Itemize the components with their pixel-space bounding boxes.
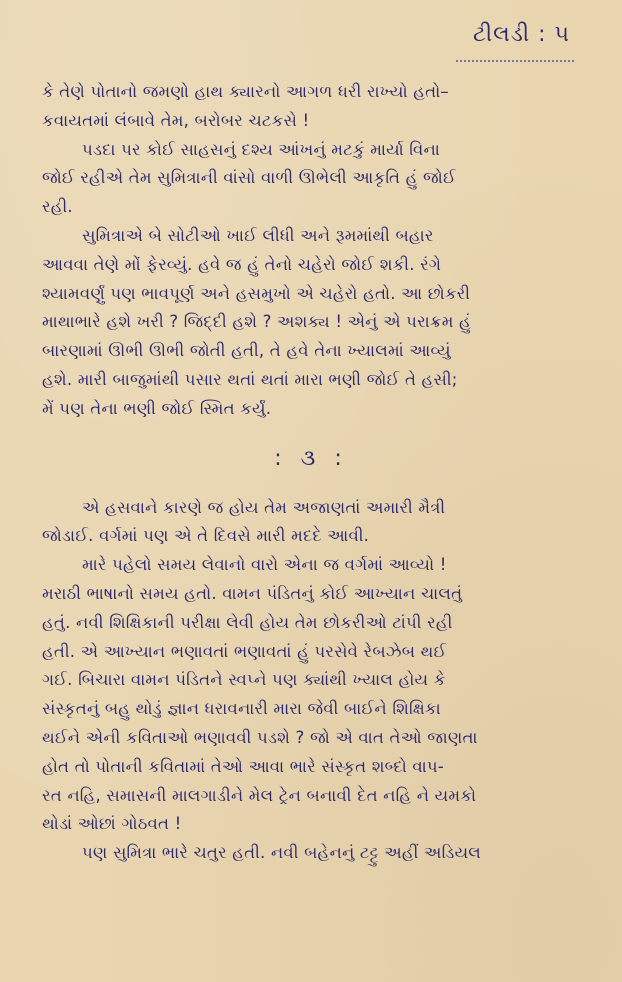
text-line: રહી.	[42, 197, 73, 217]
text-line: સુમિત્રાએ બે સોટીઓ ખાઈ લીધી અને રૂમમાંથી બહાર	[82, 225, 434, 245]
running-head-title: ટીલડી : ૫	[473, 22, 570, 47]
text-line: પડદા પર કોઈ સાહસનું દશ્ય આંખનું મટકું માર્યા વિના	[82, 139, 441, 159]
text-line: બારણામાં ઊભી ઊભી જોતી હતી, તે હવે તેના ખ્યાલમાં આવ્યું	[42, 341, 451, 361]
text-line: હશે. મારી બાજુમાંથી પસાર થતાં થતાં મારા ભણી જોઈ તે હસી;	[42, 369, 458, 389]
text-line: આવવા તેણે મોં ફેરવ્યું. હવે જ હું તેનો ચહેરો જોઈ શકી. રંગે	[42, 254, 442, 274]
text-line: એ હસવાને કારણે જ હોય તેમ અજાણતાં અમારી મૈત્રી	[82, 497, 446, 517]
text-line: કે તેણે પોતાનો જમણો હાથ ક્યારનો આગળ ધરી રાખ્યો હતો–	[42, 82, 449, 101]
text-line: પણ સુમિત્રા ભારે ચતુર હતી. નવી બહેનનું ટટ્ટુ અહીં અડિયલ	[82, 843, 481, 863]
text-line: ગઈ. બિચારા વામન પંડિતને સ્વપ્ને પણ ક્યાંથી ખ્યાલ હોય કે	[42, 670, 446, 690]
text-line: માથાભારે હશે ખરી ? જિદ્દી હશે ? અશક્ય ! એનું એ પરાક્રમ હું	[42, 312, 471, 332]
text-line: મારે પહેલો સમય લેવાનો વારો એના જ વર્ગમાં આવ્યો !	[82, 555, 447, 575]
text-line: જોડાઈ. વર્ગમાં પણ એ તે દિવસે મારી મદદે આવી.	[42, 526, 370, 546]
text-line: મેં પણ તેના ભણી જોઈ સ્મિત કર્યું.	[42, 398, 272, 418]
section-number: : ૩ :	[274, 445, 348, 471]
header-dotted-rule	[456, 60, 574, 66]
text-line: હતી. એ આખ્યાન ભણાવતાં ભણાવતાં હું પરસેવે રેબઝેબ થઈ	[42, 641, 447, 661]
text-line: હતું. નવી શિક્ષિકાની પરીક્ષા લેવી હોય તેમ છોકરીઓ ટાંપી રહી	[42, 612, 453, 632]
text-line: સંસ્કૃતનું બહુ થોડું જ્ઞાન ધરાવનારી મારા જેવી બાઈને શિક્ષિકા	[42, 699, 441, 719]
text-line: થઈને એની કવિતાઓ ભણાવવી પડશે ? જો એ વાત તેઓ જાણતા	[42, 727, 478, 747]
text-line: મરાઠી ભાષાનો સમય હતો. વામન પંડિતનું કોઈ આખ્યાન ચાલતું	[42, 583, 463, 603]
text-line: કવાયતમાં લંબાવે તેમ, બરોબર ચટકસે !	[42, 110, 310, 130]
text-line: રત નહિ, સમાસની માલગાડીને મેલ ટ્રેન બનાવી દેત નહિ ને યમકો	[42, 785, 477, 805]
text-line: થોડાં ઓછાં ગોઠવત !	[42, 814, 182, 834]
body-text	[42, 78, 580, 868]
text-line: હોત તો પોતાની કવિતામાં તેઓ આવા ભારે સંસ્કૃત શબ્દો વાપ-	[42, 756, 444, 776]
text-line: શ્યામવર્ણું પણ ભાવપૂર્ણ અને હસમુખો એ ચહેરો હતો. આ છોકરી	[42, 283, 471, 303]
text-line: જોઈ રહીએ તેમ સુમિત્રાની વાંસો વાળી ઊભેલી આકૃતિ હું જોઈ	[42, 168, 456, 188]
